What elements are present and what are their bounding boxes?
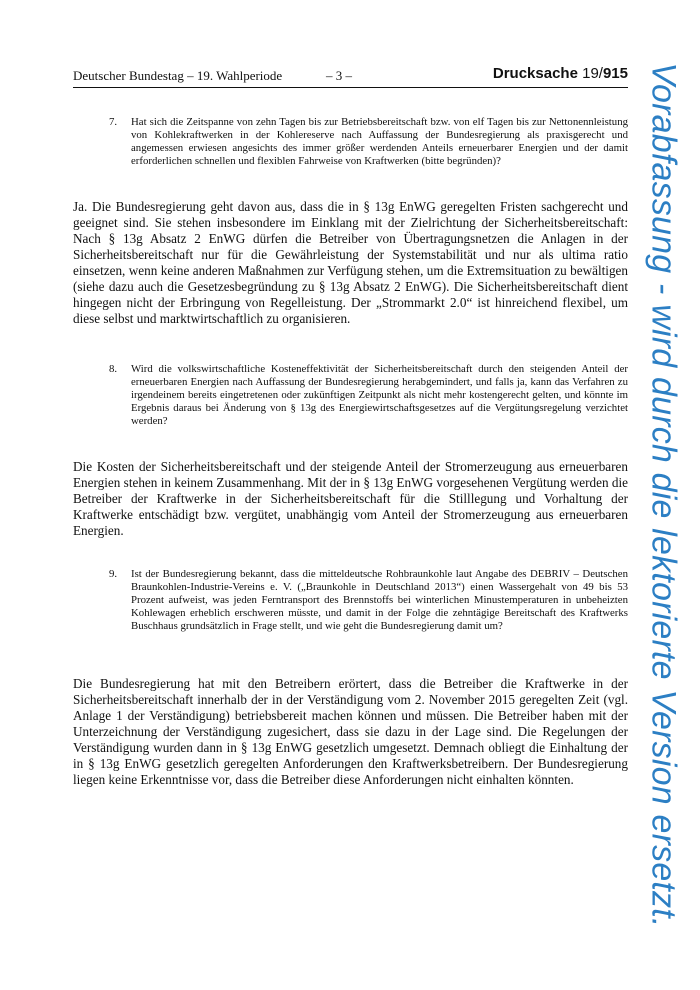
question-number: 7. xyxy=(109,116,118,128)
watermark-text: Vorabfassung - wird durch die lektorierte Version ersetzt. xyxy=(644,62,683,928)
question-text: Hat sich die Zeitspanne von zehn Tagen bis zur Betriebsbereitschaft bzw. von elf Tagen bis zur Nettonennleistung von Kohlekraftwerken in der Kohlereserve nach Auffassung der Bundesregierung als praxisgerecht und angemessen erwiesen angesichts des immer größer werdenden Anteils erneuerbarer Energien und der damit erforderlichen schnellen und flexiblen Fahrweise von Kraftwerken (bitte begründen)? xyxy=(131,116,628,168)
drucksache-prefix: 19/ xyxy=(582,65,603,82)
header-publication: Deutscher Bundestag – 19. Wahlperiode xyxy=(73,68,283,83)
question-9 xyxy=(109,568,628,633)
drucksache-number xyxy=(493,66,628,82)
answer-7: Ja. Die Bundesregierung geht davon aus, dass die in § 13g EnWG geregelten Fristen sachgerecht und geeignet sind. Sie stehen insbesondere im Einklang mit der Zielrichtung der Sicherheitsbereitschaft: Nach § 13g Absatz 2 EnWG dürfen die Betreiber von Übertragungsnetzen die Anlagen in der Sicherheitsbereitschaft nur für die Gewährleistung der Systemstabilität und nur als ultima ratio einsetzen, wenn keine anderen Maßnahmen zur Verfügung stehen, um die Extremsituation zu bewältigen (siehe dazu auch die Gesetzesbegründung zu § 13g Absatz 2 EnWG). Die Sicherheitsbereitschaft dient hingegen nicht der Erbringung von Regelleistung. Der „Strommarkt 2.0“ ist hinreichend flexibel, um diese selbst und marktwirtschaftlich zu organisieren. xyxy=(73,199,628,327)
question-text: Ist der Bundesregierung bekannt, dass die mitteldeutsche Rohbraunkohle laut Angabe des DEBRIV – Deutschen Braunkohlen-Industrie-Vereins e. V. („Braunkohle in Deutschland 2013“) einen Wassergehalt von 49 bis 53 Prozent aufweist, was jeden Ferntransport des Brennstoffs bei winterlichen Minustemperaturen in unbeheizten Kohlewagen erheblich erschweren müsste, und damit in der Folge die zehntägige Bereitschaft des Kraftwerks Buschhaus grundsätzlich in Frage stellt, und wie geht die Bundesregierung damit um? xyxy=(131,568,628,633)
question-text: Wird die volkswirtschaftliche Kosteneffektivität der Sicherheitsbereitschaft durch den steigenden Anteil der erneuerbaren Energien nach Auffassung der Bundesregierung herabgemindert, und falls ja, kann das Verfahren zu irgendeinem bereits eingetretenen oder zukünftigen Zeitpunkt als nicht mehr kostengerecht gelten, und könnte im Ergebnis daraus bei Änderung von § 13g des Energiewirtschaftsgesetzes auf die Vergütungsregelung verzichtet werden? xyxy=(131,363,628,428)
answer-8: Die Kosten der Sicherheitsbereitschaft und der steigende Anteil der Stromerzeugung aus erneuerbaren Energien stehen in keinem Zusammenhang. Mit der in § 13g EnWG vorgesehenen Vergütung werden die Betreiber der Kraftwerke in der Sicherheitsbereitschaft für die Stilllegung und Vorhaltung der Kraftwerke entschädigt bzw. vergütet, unabhängig vom Anteil der Stromerzeugung aus erneuerbaren Energien. xyxy=(73,459,628,539)
header-divider xyxy=(73,87,628,88)
question-number: 9. xyxy=(109,568,118,580)
page-number: – 3 – xyxy=(326,68,352,83)
answer-9: Die Bundesregierung hat mit den Betreibern erörtert, dass die Betreiber die Kraftwerke in der Sicherheitsbereitschaft innerhalb der in der Verständigung vom 2. November 2015 geregelten Zeit (vgl. Anlage 1 der Verständigung) betriebsbereit machen können und müssen. Die Betreiber haben mit der Unterzeichnung der Verständigung zugesichert, dass sie dazu in der Lage sind. Die Regelungen der Verständigung wurden dann in § 13g EnWG gesetzlich umgesetzt. Demnach obliegt die Einhaltung der in § 13g EnWG gesetzlich geregelten Anforderungen den Kraftwerksbetreibern. Der Bundesregierung liegen keine Erkenntnisse vor, dass die Betreiber diese Anforderungen nicht einhalten könnten. xyxy=(73,676,628,788)
question-8 xyxy=(109,363,628,428)
drucksache-label: Drucksache xyxy=(492,65,578,82)
question-7 xyxy=(109,116,628,168)
drucksache-id: 915 xyxy=(602,65,628,82)
page-header xyxy=(73,66,628,88)
question-number: 8. xyxy=(109,363,118,375)
